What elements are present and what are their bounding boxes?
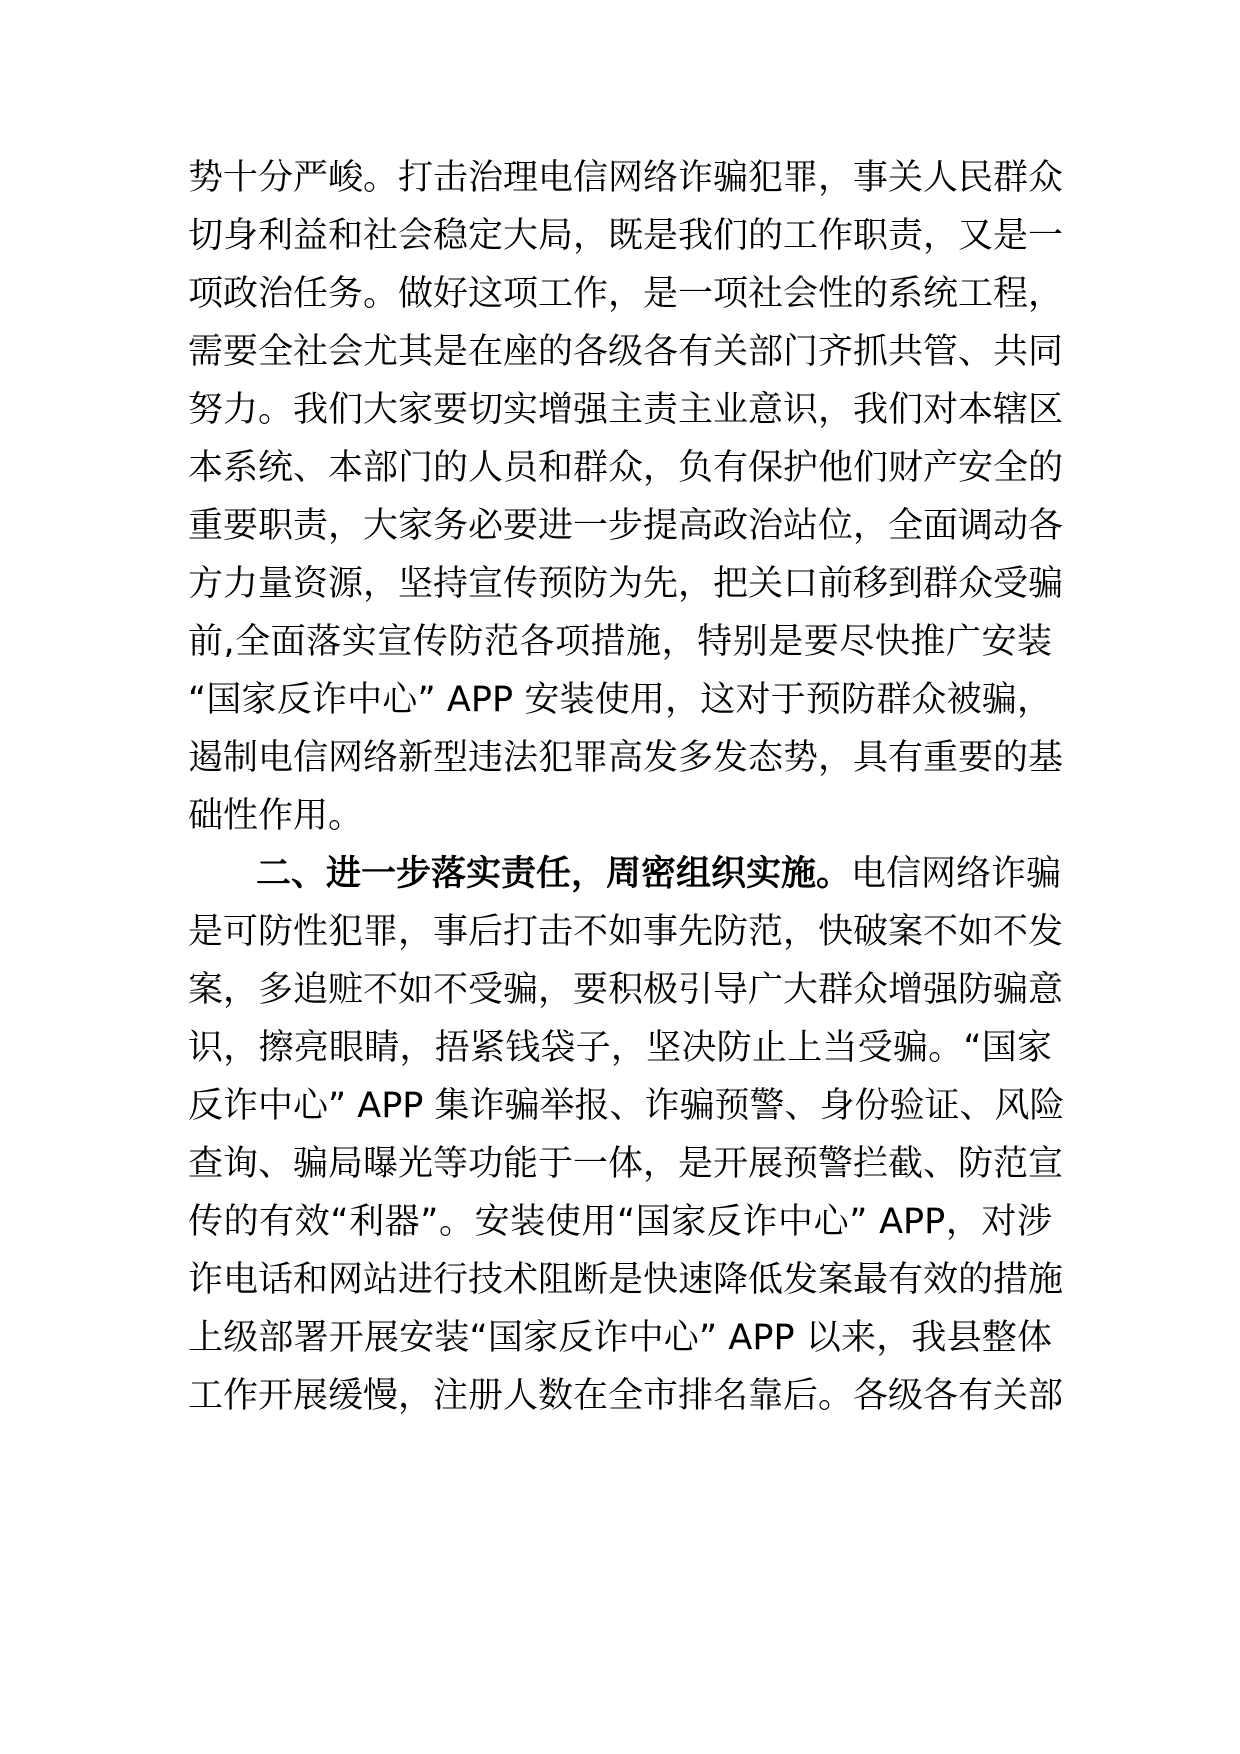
paragraph-2-line: 识，擦亮眼睛，捂紧钱袋子，坚决防止上当受骗。“国家	[188, 1028, 1052, 1068]
paragraph-1-line: 遏制电信网络新型违法犯罪高发多发态势，具有重要的基	[188, 738, 1064, 778]
paragraph-2-line: 是可防性犯罪，事后打击不如事先防范，快破案不如不发	[188, 912, 1064, 952]
paragraph-1-line: 需要全社会尤其是在座的各级各有关部门齐抓共管、共同	[188, 332, 1064, 372]
paragraph-1-line: 势十分严峻。打击治理电信网络诈骗犯罪，事关人民群众	[188, 158, 1064, 198]
paragraph-2-line: 反诈中心” APP 集诈骗举报、诈骗预警、身份验证、风险	[188, 1086, 1065, 1126]
paragraph-1-line: “国家反诈中心” APP 安装使用，这对于预防群众被骗，	[188, 680, 1052, 720]
paragraph-1-line: 切身利益和社会稳定大局，既是我们的工作职责，又是一	[188, 216, 1064, 256]
paragraph-1-line: 重要职责，大家务必要进一步提高政治站位，全面调动各	[188, 506, 1064, 546]
paragraph-1-line: 本系统、本部门的人员和群众，负有保护他们财产安全的	[188, 448, 1064, 488]
paragraph-2-line: 工作开展缓慢，注册人数在全市排名靠后。各级各有关部	[188, 1376, 1064, 1416]
paragraph-2-line: 案，多追赃不如不受骗，要积极引导广大群众增强防骗意	[188, 970, 1064, 1010]
paragraph-2-line: 查询、骗局曝光等功能于一体，是开展预警拦截、防范宣	[188, 1144, 1064, 1184]
paragraph-1-line: 项政治任务。做好这项工作，是一项社会性的系统工程，	[188, 274, 1064, 314]
paragraph-1-line: 努力。我们大家要切实增强主责主业意识，我们对本辖区	[188, 390, 1064, 430]
paragraph-2-first-line	[256, 844, 1062, 904]
paragraph-1-line: 础性作用。	[188, 796, 364, 836]
paragraph-2-line: 传的有效“利器”。安装使用“国家反诈中心” APP，对涉	[188, 1202, 1052, 1242]
section-heading: 二、进一步落实责任，周密组织实施。	[256, 854, 852, 894]
paragraph-2-line: 上级部署开展安装“国家反诈中心” APP 以来，我县整体	[188, 1318, 1052, 1358]
paragraph-1-line: 方力量资源，坚持宣传预防为先，把关口前移到群众受骗	[188, 564, 1064, 604]
paragraph-1-line: 前,全面落实宣传防范各项措施，特别是要尽快推广安装	[188, 622, 1052, 662]
section-heading-continuation: 电信网络诈骗	[851, 854, 1062, 894]
paragraph-2-line: 诈电话和网站进行技术阻断是快速降低发案最有效的措施	[188, 1260, 1064, 1300]
